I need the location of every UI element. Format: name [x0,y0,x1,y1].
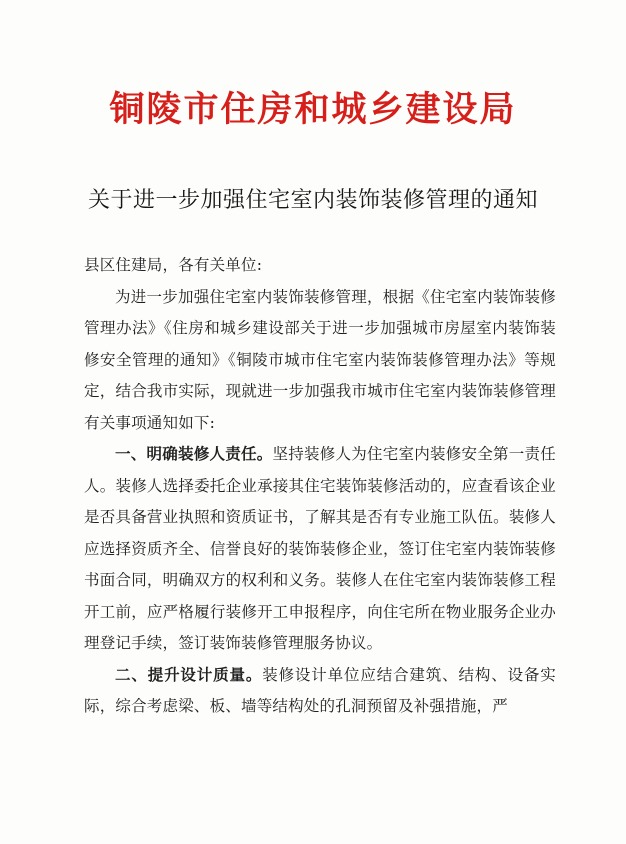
salutation: 县区住建局，各有关单位: [84,256,263,274]
issuing-authority-header: 铜陵市住房和城乡建设局 [109,90,517,130]
section-paragraph-2 [84,660,556,723]
section-paragraph-1 [84,439,556,660]
section-heading-1: 一、明确装修人责任。 [115,445,273,463]
document-body [84,250,556,723]
section-heading-2: 二、提升设计质量。 [115,665,263,684]
intro-paragraph: 为进一步加强住宅室内装饰装修管理，根据《住宅室内装饰装修管理办法》《住房和城乡建设部关于进一步加强城市房屋室内装饰装修安全管理的通知》《铜陵市城市住宅室内装饰装修管理办法》等规定，结合我市实际，现就进一步加强我市城市住宅室内装饰装修管理有关事项通知如下: [84,287,556,432]
document-title: 关于进一步加强住宅室内装饰装修管理的通知 [87,188,538,213]
section-text-2: 装修设计单位应结合建筑、结构、设备实际，综合考虑梁、板、墙等结构处的孔洞预留及补强措施，严 [84,665,556,715]
section-text-1: 坚持装修人为住宅室内装修安全第一责任人。装修人选择委托企业承接其住宅装饰装修活动的，应查看该企业是否具备营业执照和资质证书，了解其是否有专业施工队伍。装修人应选择资质齐全、信誉良好的装饰装修企业，签订住宅室内装饰装修书面合同，明确双方的权利和义务。装修人在住宅室内装饰装修工程开工前，应严格履行装修开工申报程序，向住宅所在物业服务企业办理登记手续，签订装饰装修管理服务协议。 [84,445,556,652]
